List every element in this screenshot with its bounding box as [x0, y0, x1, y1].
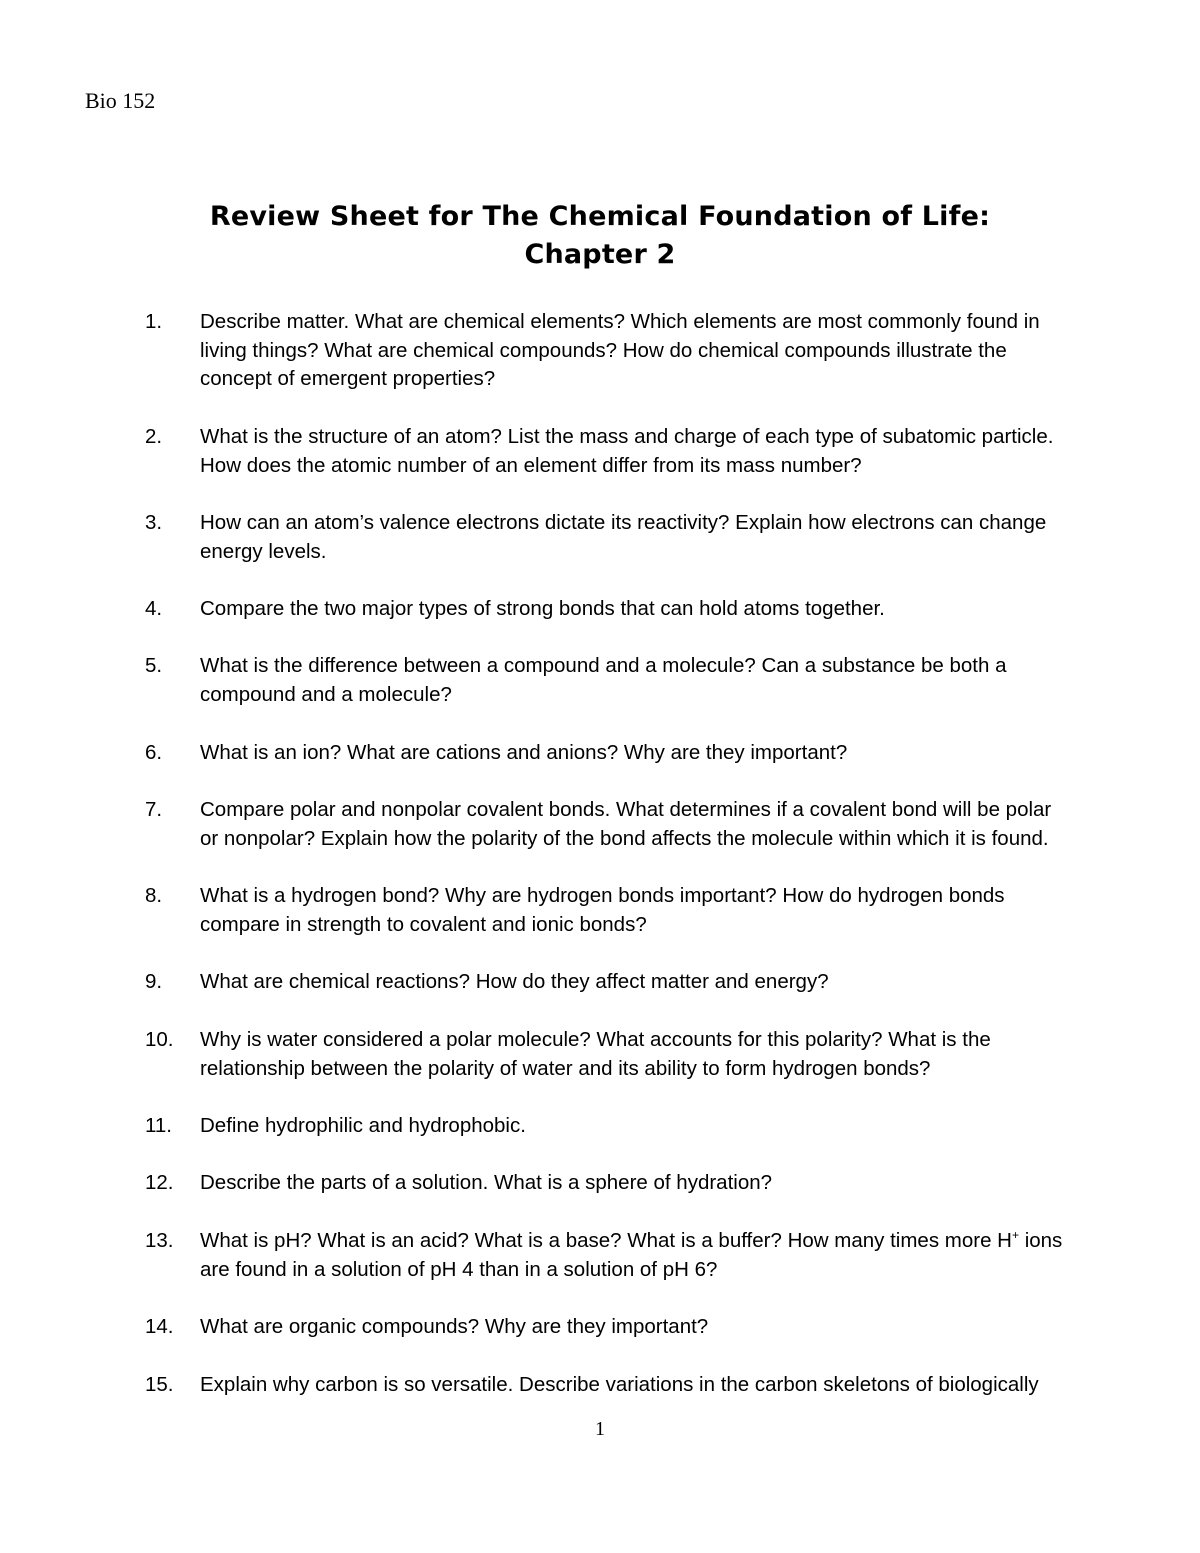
question-item — [145, 308, 1130, 394]
question-item — [145, 1169, 1130, 1198]
question-text: What is an ion? What are cations and anions? Why are they important? — [200, 741, 848, 764]
question-text: Compare the two major types of strong bonds that can hold atoms together. — [200, 597, 885, 620]
question-item — [145, 1026, 1130, 1083]
question-number: 2. — [145, 425, 163, 448]
question-item — [145, 882, 1130, 939]
question-number: 6. — [145, 741, 163, 764]
question-item — [145, 595, 1130, 624]
question-item — [145, 652, 1130, 709]
question-item — [145, 796, 1130, 853]
question-text: How can an atom’s valence electrons dictate its reactivity? Explain how electrons can change energy levels. — [200, 511, 1047, 563]
question-item — [145, 739, 1130, 768]
question-text-part: ions are found in a solution of pH 4 than in a solution of pH 6? — [200, 1229, 1063, 1281]
page-title: Review Sheet for The Chemical Foundation of Life: — [209, 201, 991, 232]
question-item — [145, 1227, 1130, 1284]
question-item — [145, 968, 1130, 997]
superscript-plus: + — [1011, 1228, 1019, 1243]
question-text: Explain why carbon is so versatile. Describe variations in the carbon skeletons of biologically — [200, 1373, 1039, 1396]
question-item — [145, 1112, 1130, 1141]
question-text: Describe the parts of a solution. What is a sphere of hydration? — [200, 1171, 773, 1194]
question-text: Compare polar and nonpolar covalent bonds. What determines if a covalent bond will be polar or nonpolar? Explain how the polarity of the bond affects the molecule within which it is found. — [200, 798, 1052, 850]
question-number: 3. — [145, 511, 163, 534]
question-number: 7. — [145, 798, 163, 821]
question-item — [145, 509, 1130, 566]
question-number: 13. — [145, 1229, 174, 1252]
question-item — [145, 1371, 1130, 1400]
question-number: 5. — [145, 654, 163, 677]
page-subtitle-chapter: Chapter 2 — [524, 239, 676, 270]
question-number: 4. — [145, 597, 163, 620]
question-number: 10. — [145, 1028, 174, 1051]
question-item — [145, 423, 1130, 480]
question-number: 14. — [145, 1315, 174, 1338]
question-number: 11. — [145, 1114, 172, 1137]
course-header: Bio 152 — [85, 88, 156, 113]
question-text: What are chemical reactions? How do they affect matter and energy? — [200, 970, 829, 993]
question-text: What are organic compounds? Why are they important? — [200, 1315, 709, 1338]
question-text: What is the difference between a compound and a molecule? Can a substance be both a compound and a molecule? — [200, 654, 1007, 706]
question-item — [145, 1313, 1130, 1342]
question-text-part: What is pH? What is an acid? What is a base? What is a buffer? How many times more H — [200, 1229, 1012, 1252]
question-text: Why is water considered a polar molecule? What accounts for this polarity? What is the relationship between the polarity of water and its ability to form hydrogen bonds? — [200, 1028, 991, 1080]
question-text: What is a hydrogen bond? Why are hydrogen bonds important? How do hydrogen bonds compare in strength to covalent and ionic bonds? — [200, 884, 1005, 936]
question-number: 15. — [145, 1373, 174, 1396]
question-number: 9. — [145, 970, 163, 993]
question-number: 8. — [145, 884, 163, 907]
page-number: 1 — [595, 1418, 605, 1440]
question-text: Define hydrophilic and hydrophobic. — [200, 1114, 526, 1137]
question-text — [200, 1227, 1130, 1284]
question-text: What is the structure of an atom? List the mass and charge of each type of subatomic particle. How does the atomic number of an element differ from its mass number? — [200, 425, 1054, 477]
question-number: 12. — [145, 1171, 174, 1194]
question-text: Describe matter. What are chemical elements? Which elements are most commonly found in living things? What are chemical compounds? How do chemical compounds illustrate the concept of emergent properties? — [200, 310, 1040, 390]
question-number: 1. — [145, 310, 163, 333]
